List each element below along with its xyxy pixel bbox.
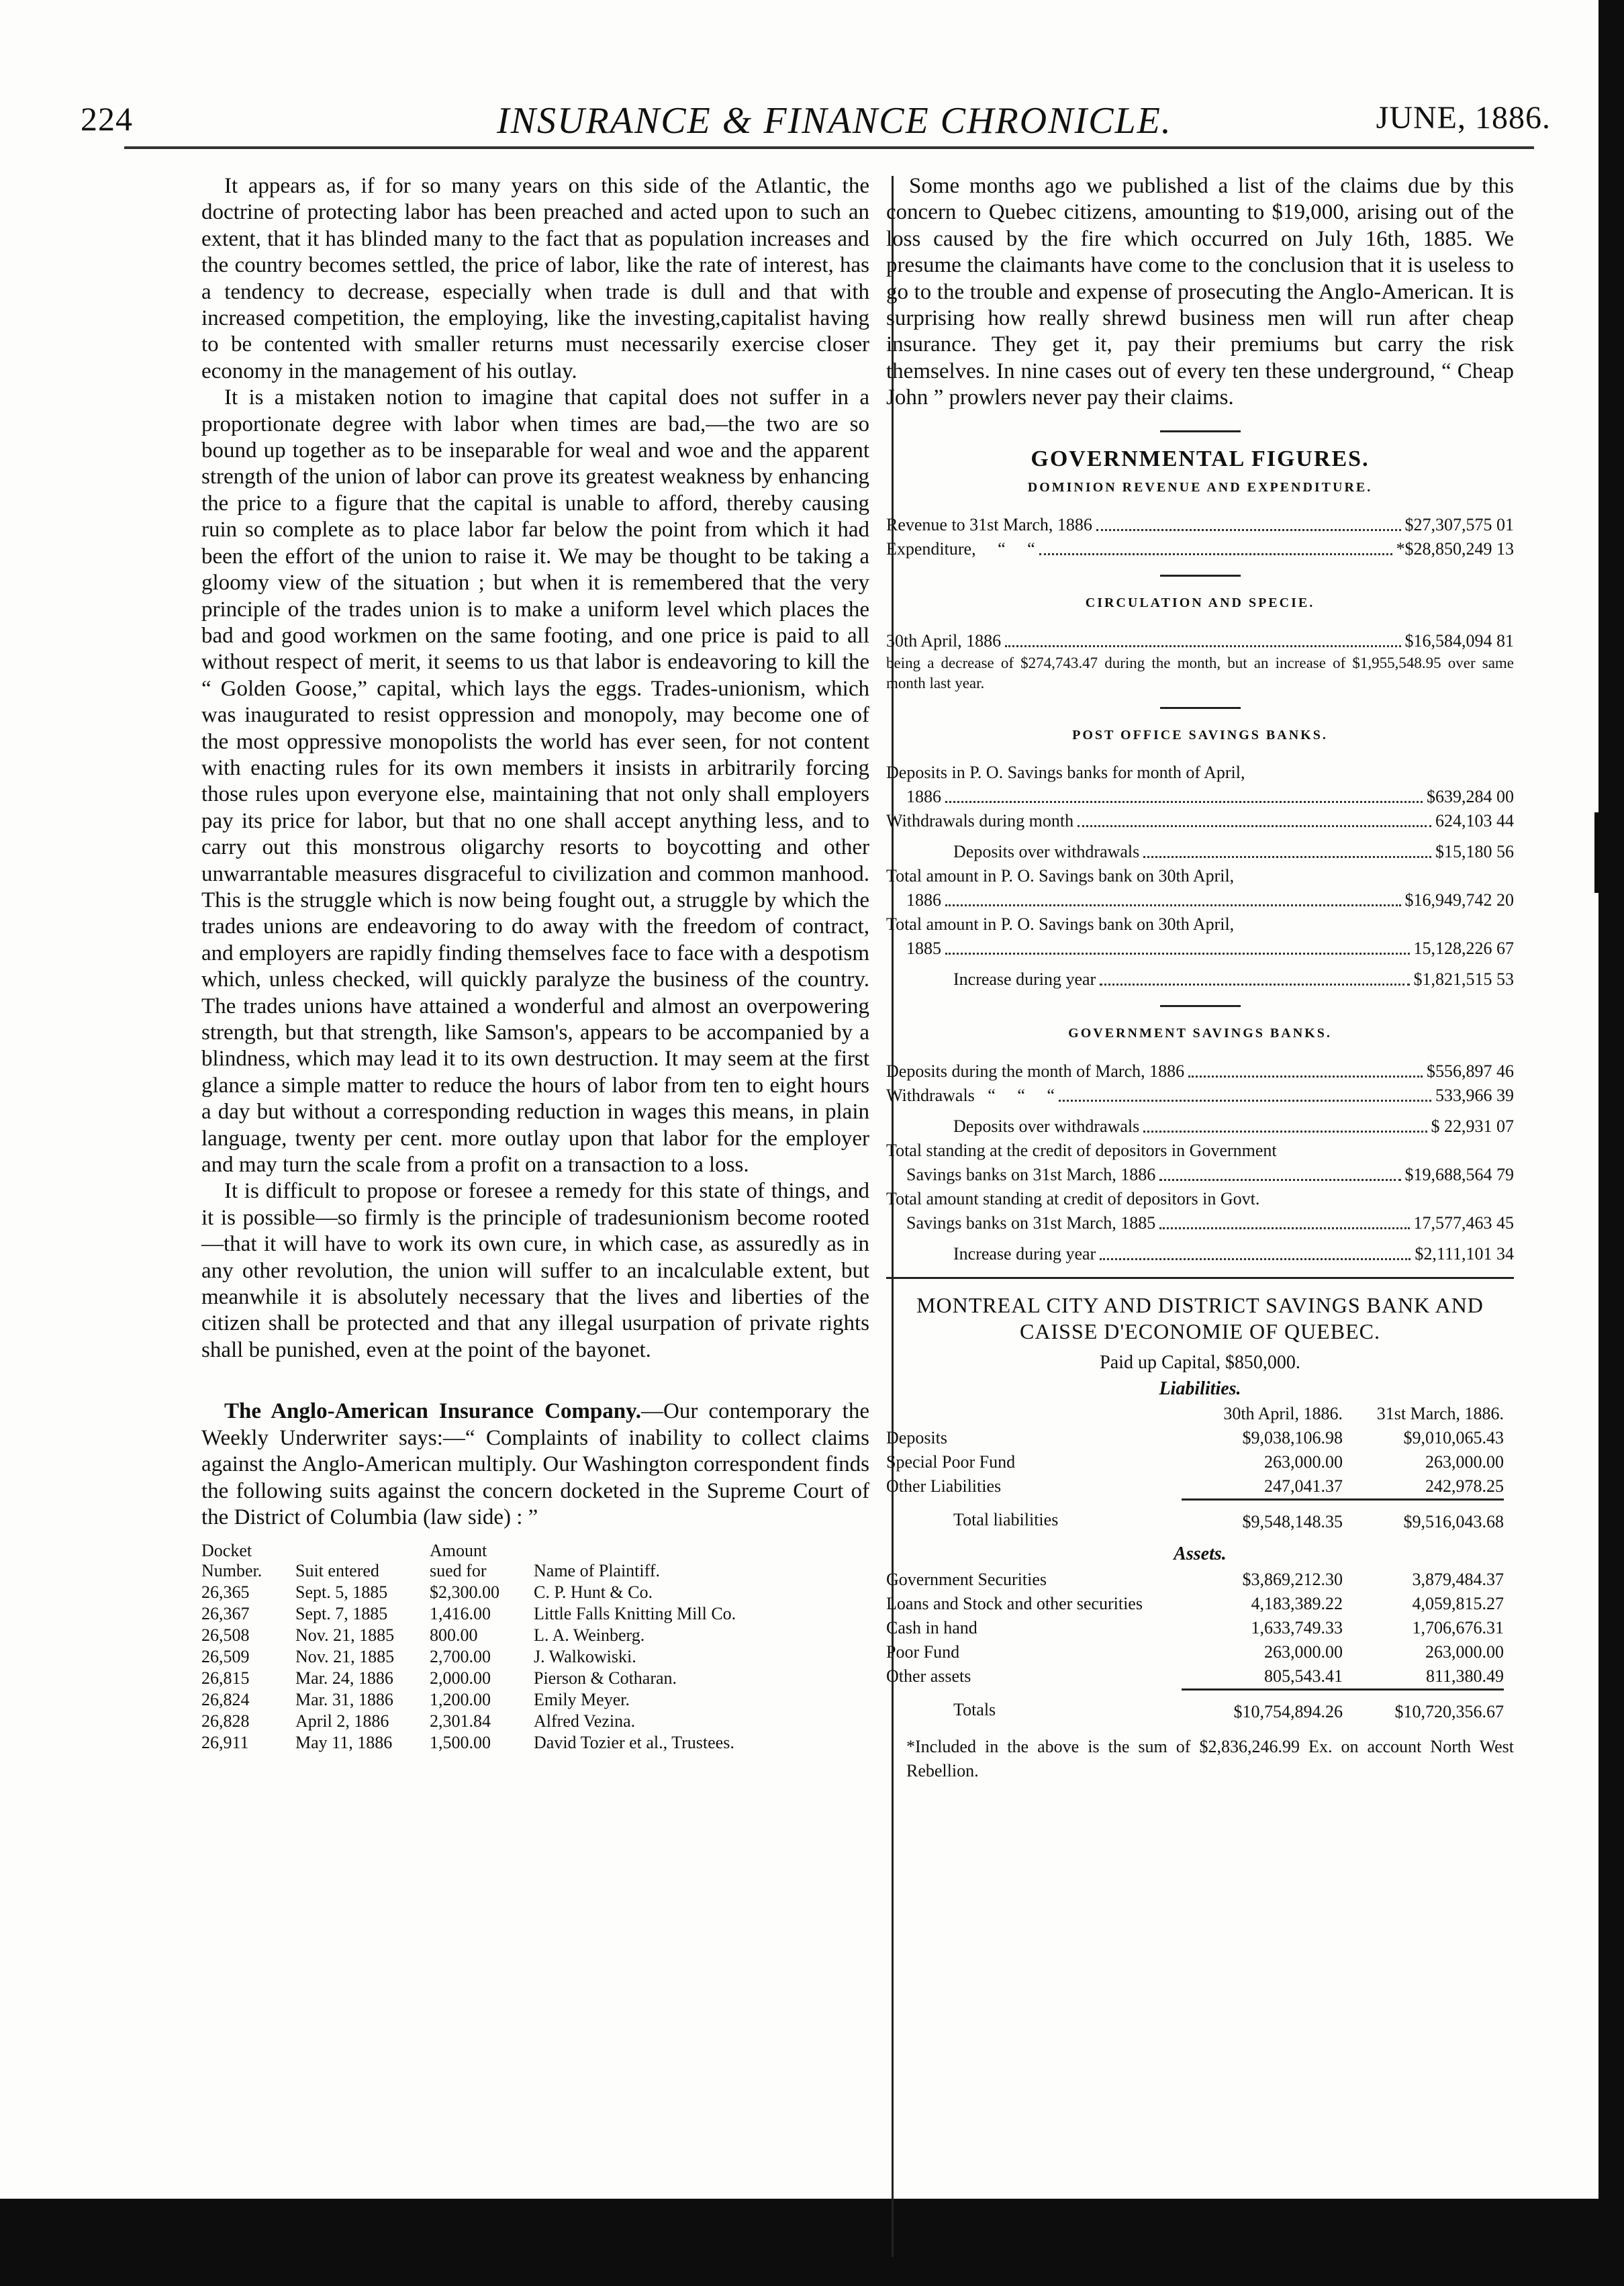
line-label: Savings banks on 31st March, 1885 xyxy=(906,1212,1156,1233)
line-label: Total amount in P. O. Savings bank on 30th April, xyxy=(886,866,1235,886)
cell-value: 263,000.00 xyxy=(1425,1452,1504,1472)
statement-line xyxy=(886,1187,1514,1211)
line-label: 30th April, 1886 xyxy=(886,630,1002,651)
line-value: $15,180 56 xyxy=(1435,842,1514,862)
statement-line xyxy=(886,1242,1514,1266)
docket-table xyxy=(201,1540,869,1754)
statement-line xyxy=(886,1163,1514,1187)
cell-value: 263,000.00 xyxy=(1264,1452,1343,1472)
page-number: 224 xyxy=(81,100,133,138)
scan-edge-right xyxy=(1598,0,1624,2286)
docket-number: 26,824 xyxy=(201,1690,250,1710)
line-value: $27,307,575 01 xyxy=(1404,515,1514,535)
line-label: 1885 xyxy=(906,939,941,959)
line-value: $ 22,931 07 xyxy=(1431,1116,1514,1136)
circulation-note: being a decrease of $274,743.47 during the month, but an increase of $1,955,548.95 over same month last year. xyxy=(886,654,1514,692)
row-label: Cash in hand xyxy=(886,1617,977,1637)
line-value: $16,584,094 81 xyxy=(1404,630,1514,651)
divider xyxy=(1160,430,1241,432)
row-label: Government Securities xyxy=(886,1569,1047,1589)
line-label: Total amount standing at credit of depositors in Govt. xyxy=(886,1188,1260,1208)
divider xyxy=(1160,707,1241,709)
cell-value: 4,183,389.22 xyxy=(1251,1593,1343,1613)
statement-line xyxy=(886,888,1514,912)
docket-header: Suit entered xyxy=(295,1561,379,1581)
section-subtitle: CIRCULATION AND SPECIE. xyxy=(1085,596,1315,611)
statement-line xyxy=(886,1139,1514,1163)
docket-number: 26,828 xyxy=(201,1711,250,1731)
cell-value: 4,059,815.27 xyxy=(1412,1593,1504,1613)
section-subtitle: GOVERNMENT SAVINGS BANKS. xyxy=(1068,1026,1332,1041)
header-rule xyxy=(124,146,1534,149)
right-column xyxy=(886,173,1514,1783)
line-label: 1886 xyxy=(906,787,941,807)
line-label: Savings banks on 31st March, 1886 xyxy=(906,1164,1156,1184)
line-value: $556,897 46 xyxy=(1427,1061,1514,1081)
docket-number: 26,365 xyxy=(201,1582,250,1603)
bank-capital: Paid up Capital, $850,000. xyxy=(1100,1351,1300,1373)
line-value: 15,128,226 67 xyxy=(1413,939,1514,959)
row-label: Other Liabilities xyxy=(886,1476,1002,1496)
cell-value: $10,754,894.26 xyxy=(1182,1688,1343,1724)
line-value: 624,103 44 xyxy=(1435,811,1514,831)
line-label: Withdrawals “ “ “ xyxy=(886,1085,1055,1105)
cell-value: 263,000.00 xyxy=(1264,1641,1343,1662)
docket-number: 26,815 xyxy=(201,1668,250,1688)
table-row xyxy=(201,1603,869,1625)
article-lead: The Anglo-American Insurance Company. xyxy=(224,1399,642,1424)
cell-value: $9,548,148.35 xyxy=(1182,1498,1343,1534)
statement-line xyxy=(886,937,1514,961)
row-label: Totals xyxy=(953,1699,996,1719)
table-row xyxy=(201,1646,869,1668)
table-row xyxy=(201,1732,869,1754)
publication-title: INSURANCE & FINANCE CHRONICLE. xyxy=(497,100,1172,142)
left-column xyxy=(201,173,869,1754)
column-header: 30th April, 1886. xyxy=(1223,1404,1343,1424)
line-label: Expenditure, “ “ xyxy=(886,539,1035,559)
statement-line xyxy=(886,809,1514,833)
scan-edge-bottom xyxy=(0,2199,1624,2286)
line-label: Deposits over withdrawals xyxy=(953,842,1140,862)
row-label: Loans and Stock and other securities xyxy=(886,1593,1143,1613)
line-value: 533,966 39 xyxy=(1435,1085,1514,1105)
docket-number: 26,509 xyxy=(201,1647,250,1667)
cell-value: $9,010,065.43 xyxy=(1403,1428,1504,1448)
plaintiff: Pierson & Cotharan. xyxy=(534,1668,677,1688)
docket-number: 26,367 xyxy=(201,1604,250,1624)
paragraph: Some months ago we published a list of the claims due by this concern to Quebec citizens, amounting to $19,000, arising out of the loss caused by the fire which occurred on July 16th, 1885. We presume the claimants have come to the conclusion that it is useless to go to the trouble and expense of prosecuting the Anglo-American. It is surprising how really shrewd business men will run after cheap insurance. They get it, pay their premiums but carry the risk themselves. In nine cases out of every ten these underground, “ Cheap John ” prowlers never pay their claims. xyxy=(886,174,1514,410)
revenue-line xyxy=(886,513,1514,537)
row-label: Poor Fund xyxy=(886,1641,960,1662)
amount: 1,500.00 xyxy=(430,1733,491,1753)
statement-line xyxy=(886,1211,1514,1235)
section-subtitle: POST OFFICE SAVINGS BANKS. xyxy=(1072,727,1328,743)
cell-value: $3,869,212.30 xyxy=(1242,1569,1343,1589)
line-value: $1,821,515 53 xyxy=(1413,969,1514,990)
cell-value: $9,516,043.68 xyxy=(1343,1498,1504,1534)
cell-value: 247,041.37 xyxy=(1264,1476,1343,1496)
statement-line xyxy=(886,1114,1514,1139)
bank-title: MONTREAL CITY AND DISTRICT SAVINGS BANK AND xyxy=(916,1292,1484,1317)
line-value: $16,949,742 20 xyxy=(1404,890,1514,910)
docket-number: 26,911 xyxy=(201,1733,249,1753)
cell-value: 3,879,484.37 xyxy=(1412,1569,1504,1589)
column-header: 31st March, 1886. xyxy=(1376,1404,1504,1424)
line-label: Deposits during the month of March, 1886 xyxy=(886,1061,1185,1081)
line-value: $639,284 00 xyxy=(1427,787,1514,807)
scan-edge-notch xyxy=(1594,812,1598,893)
suit-date: Mar. 24, 1886 xyxy=(295,1668,393,1688)
line-value: $19,688,564 79 xyxy=(1404,1164,1514,1184)
anglo-american-article xyxy=(201,1398,869,1531)
bank-subtitle: CAISSE D'ECONOMIE OF QUEBEC. xyxy=(1020,1319,1380,1344)
suit-date: Nov. 21, 1885 xyxy=(295,1625,395,1646)
paragraph: It appears as, if for so many years on this side of the Atlantic, the doctrine of protecting labor has been preached and acted upon to such an extent, that it has blinded many to the fact that as population increases and the country becomes settled, the price of labor, like the rate of interest, has a tendency to decrease, especially when trade is dull and that with increased competition, the employing, like the investing,capitalist having to be contented with smaller returns must necessarily exercise closer economy in the management of his outlay. xyxy=(201,174,869,383)
line-label: Revenue to 31st March, 1886 xyxy=(886,515,1092,535)
section-subtitle: DOMINION REVENUE AND EXPENDITURE. xyxy=(1027,480,1373,495)
paragraph: It is a mistaken notion to imagine that capital does not suffer in a proportionate degree with labor when times are bad,—the two are so bound up together as to be inseparable for weal and woe and the apparent strength of the union of labor can prove its greatest weakness by enhancing the price to a figure that the capital is unable to afford, thereby causing ruin so complete as to place labor far below the point from which it had been the effort of the union to raise it. We may be thought to be taking a gloomy view of the situation ; but when it is remembered that the very principle of the trades union is to make a uniform level which places the bad and good workmen on the same footing, and one price is paid to all without respect of merit, it seems to us that labor is endeavoring to kill the “ Golden Goose,” capital, which lays the eggs. Trades-unionism, which was inaugurated to resist oppression and monopoly, may become one of the most oppressive monopolists the world has ever seen, for not content with enacting rules for its own members it insists in arbitrarily forcing those rules upon everyone else, maintaining that not only shall employers pay its price for labor, but that no one shall accept anything less, and to carry out this monstrous oligarchy resorts to boycotting and other unwarrantable measures disgraceful to civilization and common manhood. This is the struggle which is now being fought out, a struggle by which the trades unions are endeavoring to do away with the freedom of contract, and employers are rapidly finding themselves face to face with a despotism which, unless checked, will quickly paralyze the business of the country. The trades unions have attained a wonderful and almost an overpowering strength, but that strength, like Samson's, appears to be accompanied by a blindness, which may lead it to its own destruction. It may seem at the first glance a simple matter to reduce the hours of labor from ten to eight hours a day but without a corresponding reduction in wages this means, in plain language, twenty per cent. more outlay upon that labor for the employer and may turn the scale from a profit on a transaction to a loss. xyxy=(201,385,869,1178)
paragraph: It is difficult to propose or foresee a remedy for this state of things, and it is possible—so firmly is the principle of tradesunionism become rooted—that it will have to work its own cure, in which case, as assuredly as in any other revolution, the union will suffer to an incalculable extent, but meanwhile it is absolutely necessary that the lives and liberties of the citizen shall be protected and that any illegal usurpation of private rights shall be punished, even at the point of the bayonet. xyxy=(201,1179,869,1362)
line-label: Increase during year xyxy=(953,1243,1096,1264)
line-value: $2,111,101 34 xyxy=(1415,1243,1514,1264)
row-label: Deposits xyxy=(886,1428,947,1448)
line-label: 1886 xyxy=(906,890,941,910)
circulation-line xyxy=(886,629,1514,653)
line-value: 17,577,463 45 xyxy=(1413,1212,1514,1233)
suit-date: April 2, 1886 xyxy=(295,1711,389,1731)
amount: 1,416.00 xyxy=(430,1604,491,1624)
section-title: GOVERNMENTAL FIGURES. xyxy=(1031,446,1370,471)
table-row xyxy=(201,1625,869,1646)
expenditure-line xyxy=(886,537,1514,561)
plaintiff: Alfred Vezina. xyxy=(534,1711,636,1731)
plaintiff: J. Walkowiski. xyxy=(534,1647,636,1667)
statement-line xyxy=(886,967,1514,992)
table-row xyxy=(201,1582,869,1603)
docket-header: Name of Plaintiff. xyxy=(534,1561,660,1581)
amount: 800.00 xyxy=(430,1625,478,1646)
row-label: Special Poor Fund xyxy=(886,1452,1016,1472)
section-rule xyxy=(886,1277,1514,1279)
statement-line xyxy=(886,840,1514,864)
docket-header: Amount sued for xyxy=(430,1541,487,1581)
statement-line xyxy=(886,761,1514,785)
line-value: *$28,850,249 13 xyxy=(1396,539,1514,559)
suit-date: Nov. 21, 1885 xyxy=(295,1647,395,1667)
issue-date: JUNE, 1886. xyxy=(1376,100,1551,136)
cell-value: 805,543.41 xyxy=(1264,1666,1343,1686)
cell-value: $10,720,356.67 xyxy=(1343,1688,1504,1724)
cell-value: 1,633,749.33 xyxy=(1251,1617,1343,1637)
amount: 2,000.00 xyxy=(430,1668,491,1688)
statement-line xyxy=(886,1084,1514,1108)
cell-value: 242,978.25 xyxy=(1425,1476,1504,1496)
amount: 2,700.00 xyxy=(430,1647,491,1667)
divider xyxy=(1160,1005,1241,1007)
docket-header: Docket Number. xyxy=(201,1541,262,1581)
cell-value: 811,380.49 xyxy=(1425,1666,1504,1686)
docket-header-row xyxy=(201,1540,869,1582)
statement-line xyxy=(886,864,1514,888)
plaintiff: C. P. Hunt & Co. xyxy=(534,1582,653,1603)
footnote: *Included in the above is the sum of $2,836,246.99 Ex. on account North West Rebellion. xyxy=(906,1736,1514,1780)
line-label: Withdrawals during month xyxy=(886,811,1074,831)
cell-value: $9,038,106.98 xyxy=(1242,1428,1343,1448)
statement-line xyxy=(886,785,1514,809)
amount: 1,200.00 xyxy=(430,1690,491,1710)
table-row xyxy=(201,1689,869,1711)
page-header xyxy=(81,99,1551,146)
row-label: Total liabilities xyxy=(953,1510,1059,1530)
line-label: Deposits in P. O. Savings banks for month of April, xyxy=(886,763,1245,783)
table-row xyxy=(201,1668,869,1689)
article-text: —Our contemporary the Weekly Underwriter says:—“ Complaints of inability to collect claims against the Anglo-American multiply. Our Washington correspondent finds the following suits against the concern docketed in the Supreme Court of the District of Columbia (law side) : ” xyxy=(201,1399,869,1529)
table-row xyxy=(201,1711,869,1732)
amount: $2,300.00 xyxy=(430,1582,499,1603)
amount: 2,301.84 xyxy=(430,1711,491,1731)
plaintiff: David Tozier et al., Trustees. xyxy=(534,1733,734,1753)
line-label: Total standing at the credit of depositors in Government xyxy=(886,1140,1277,1160)
assets-table xyxy=(886,1568,1514,1724)
plaintiff: Little Falls Knitting Mill Co. xyxy=(534,1604,736,1624)
divider xyxy=(1160,575,1241,577)
suit-date: Sept. 7, 1885 xyxy=(295,1604,388,1624)
line-label: Increase during year xyxy=(953,969,1096,990)
statement-line xyxy=(886,1059,1514,1084)
suit-date: Sept. 5, 1885 xyxy=(295,1582,388,1603)
suit-date: Mar. 31, 1886 xyxy=(295,1690,393,1710)
row-label: Other assets xyxy=(886,1666,971,1686)
assets-heading: Assets. xyxy=(1174,1543,1227,1565)
plaintiff: Emily Meyer. xyxy=(534,1690,630,1710)
statement-line xyxy=(886,912,1514,937)
line-label: Deposits over withdrawals xyxy=(953,1116,1140,1136)
liabilities-heading: Liabilities. xyxy=(1159,1378,1241,1399)
line-label: Total amount in P. O. Savings bank on 30th April, xyxy=(886,914,1235,935)
cell-value: 263,000.00 xyxy=(1425,1641,1504,1662)
plaintiff: L. A. Weinberg. xyxy=(534,1625,645,1646)
docket-number: 26,508 xyxy=(201,1625,250,1646)
suit-date: May 11, 1886 xyxy=(295,1733,393,1753)
liabilities-table xyxy=(886,1402,1514,1534)
cell-value: 1,706,676.31 xyxy=(1412,1617,1504,1637)
